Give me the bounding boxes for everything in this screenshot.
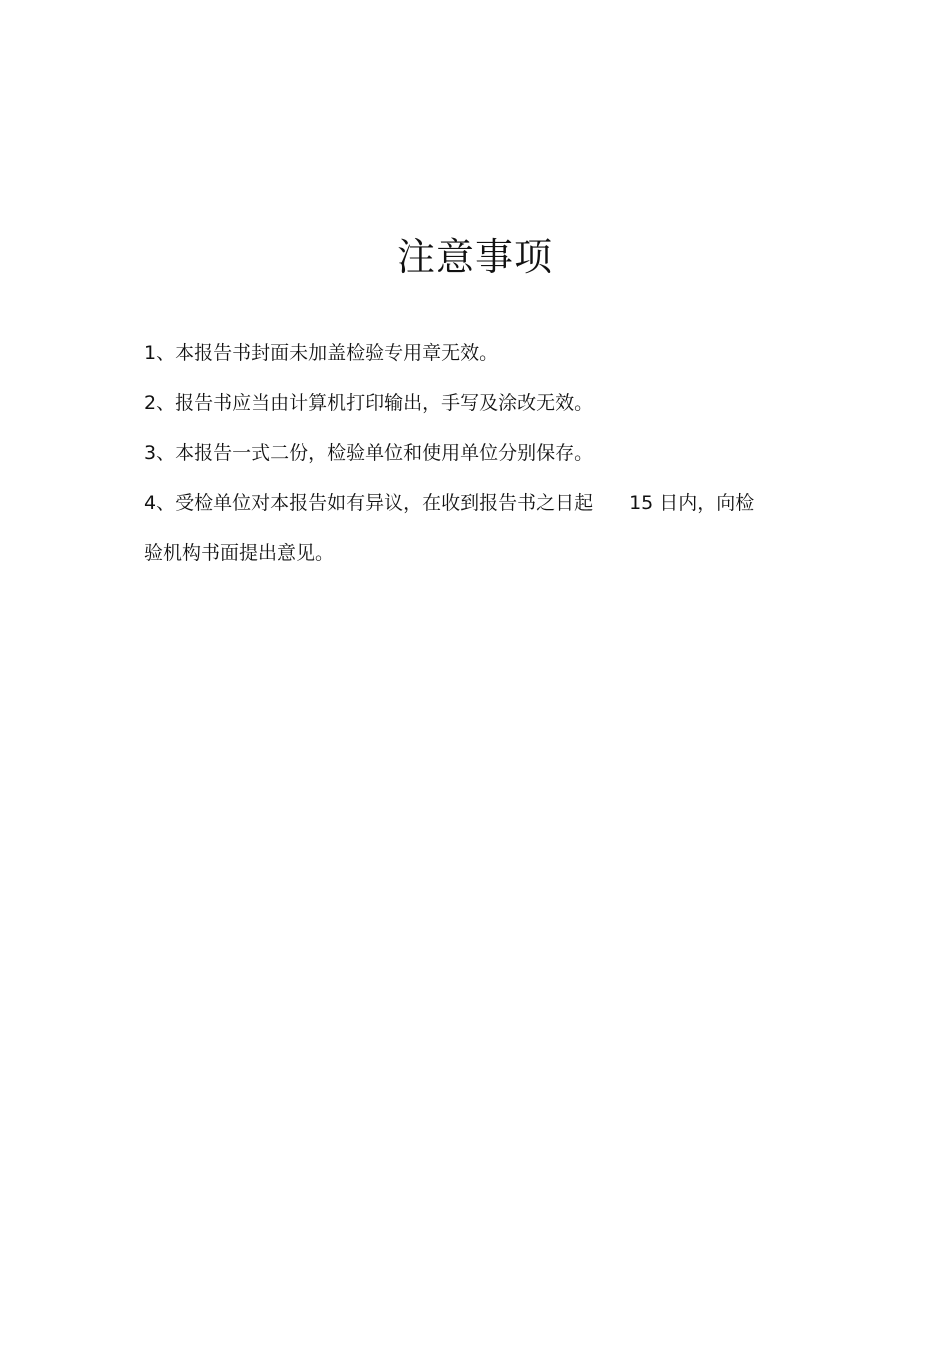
notes-list bbox=[144, 328, 814, 578]
note-item-4 bbox=[144, 478, 814, 578]
note-item-2: 2、报告书应当由计算机打印输出，手写及涂改无效。 bbox=[144, 392, 594, 414]
note-item-4-text-start: 4、受检单位对本报告如有异议，在收到报告书之日起 bbox=[144, 492, 594, 514]
note-item-4-text-end: 15 日内，向检 bbox=[629, 492, 755, 514]
note-item-4-continuation: 验机构书面提出意见。 bbox=[144, 542, 335, 564]
page-title: 注意事项 bbox=[396, 235, 553, 280]
note-item-3: 3、本报告一式二份，检验单位和使用单位分别保存。 bbox=[144, 442, 594, 464]
note-item-1: 1、本报告书封面未加盖检验专用章无效。 bbox=[144, 342, 499, 364]
